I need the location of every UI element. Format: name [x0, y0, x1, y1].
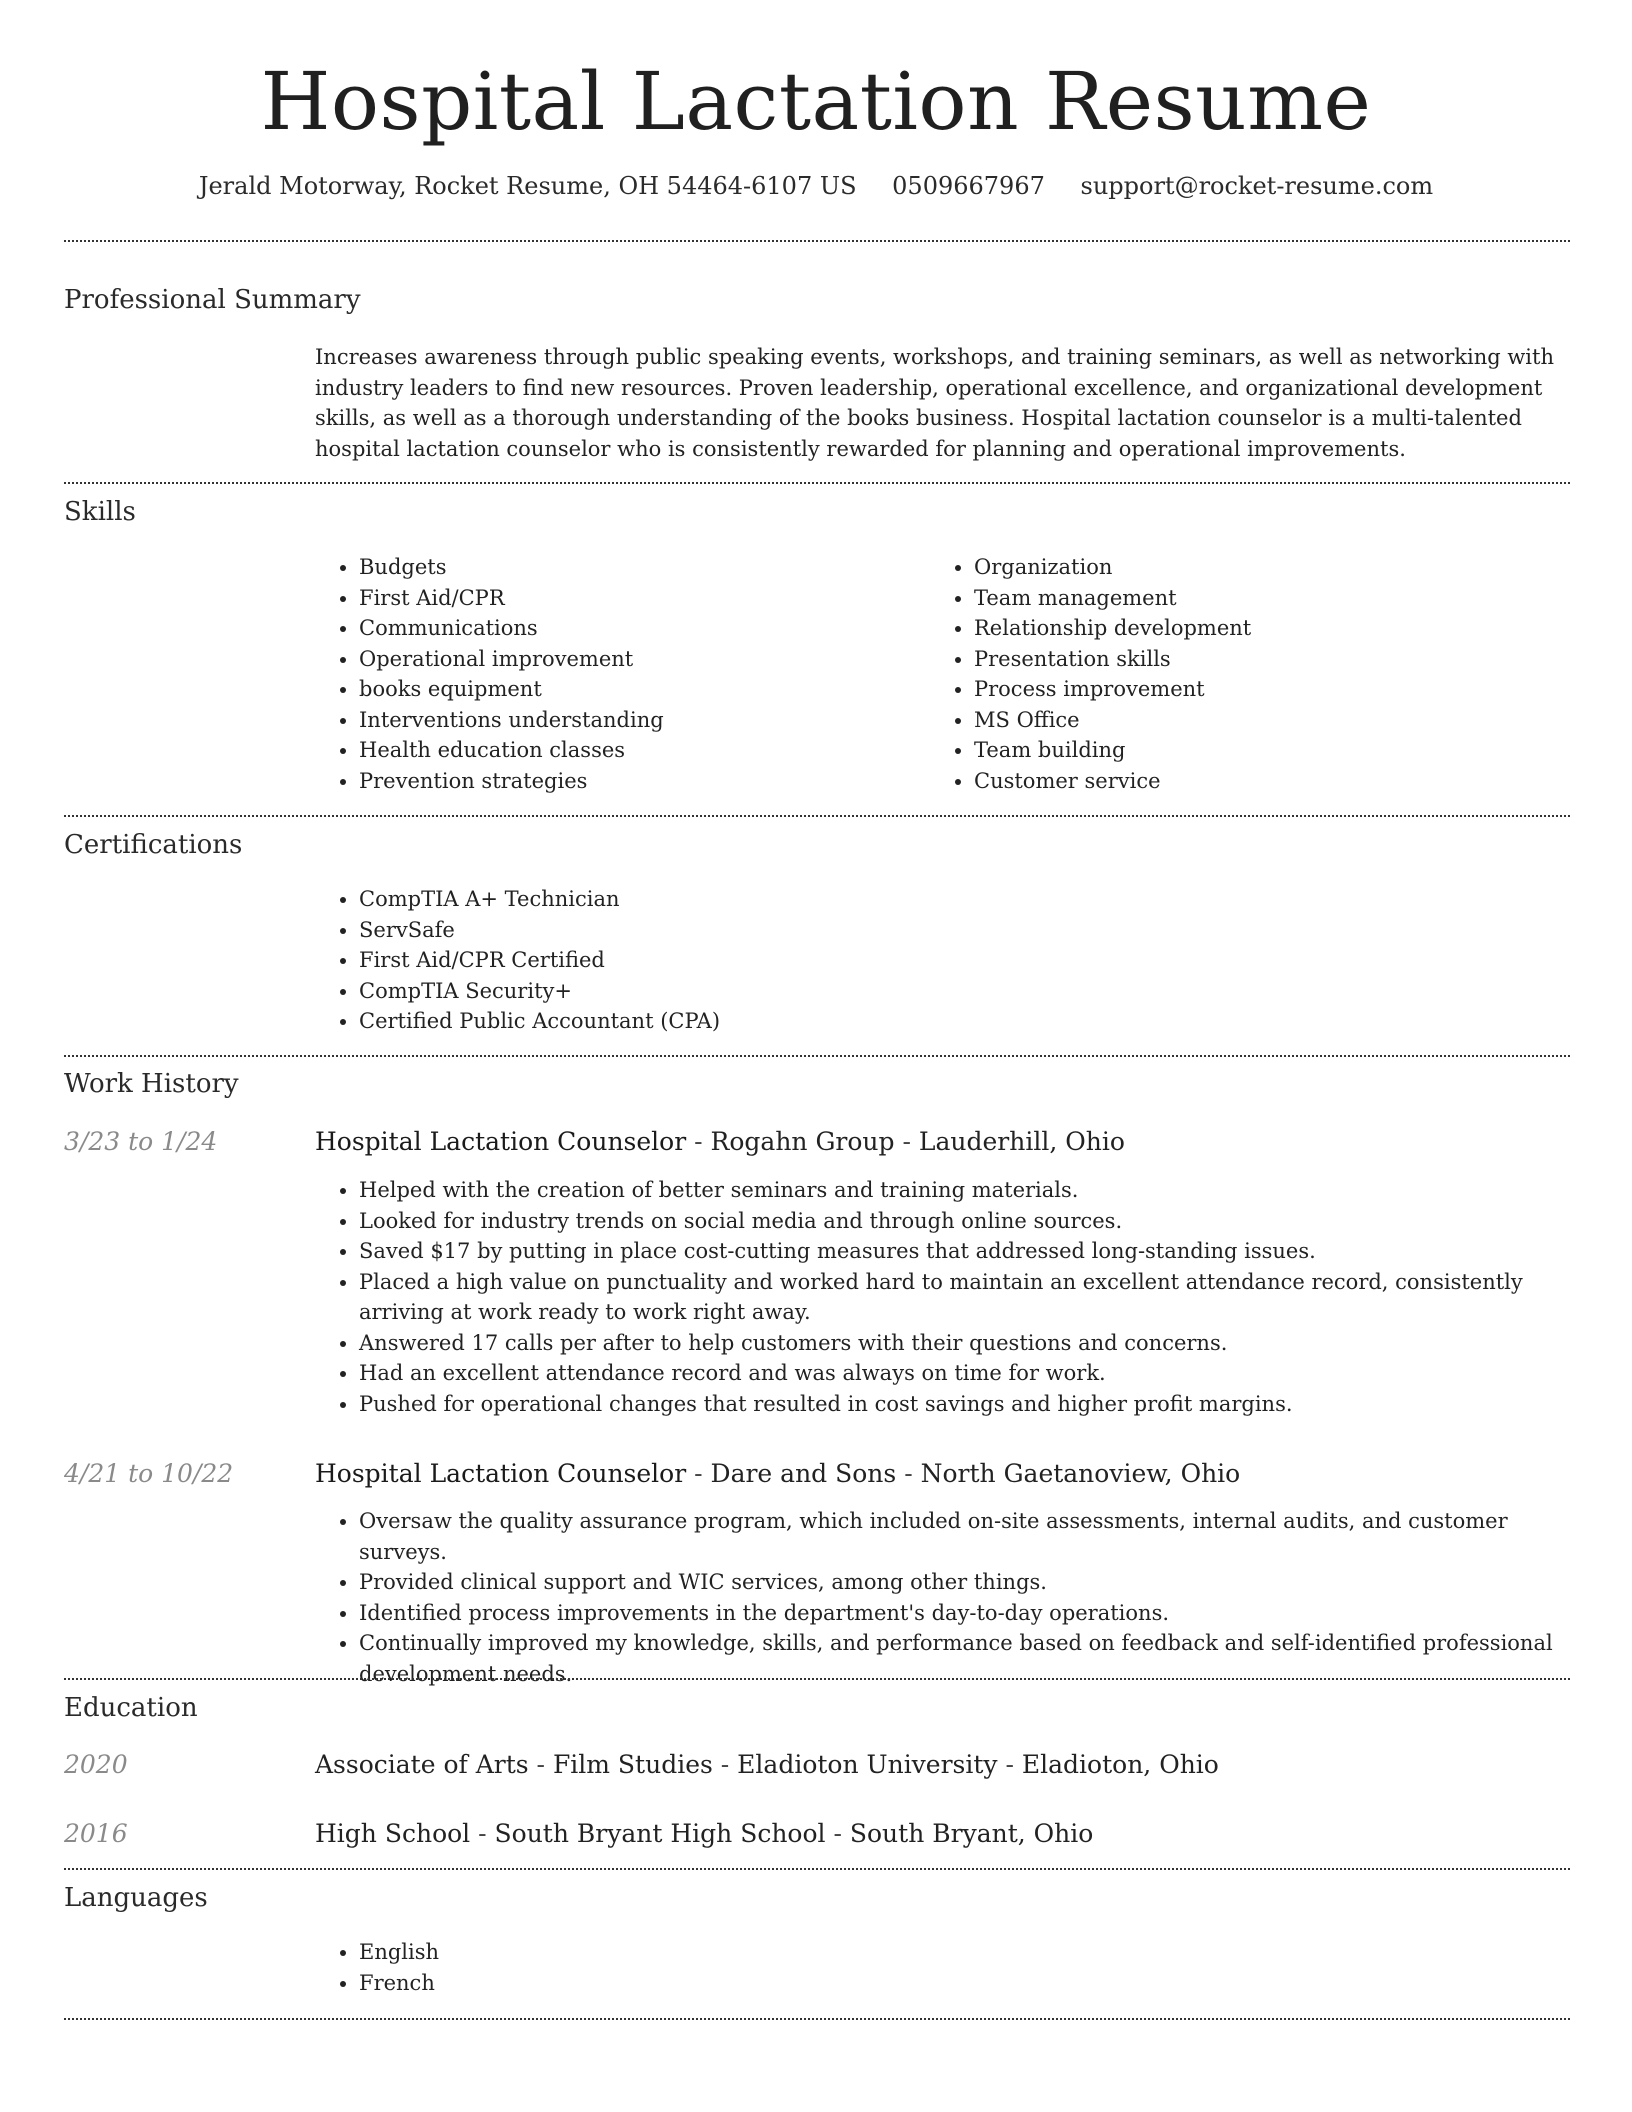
job-bullet: • Saved $17 by putting in place cost-cutting measures that addressed long-standing issues. — [359, 1236, 1565, 1267]
divider — [64, 240, 1570, 242]
certification-item: • CompTIA Security+ — [359, 976, 1565, 1007]
job-company: Dare and Sons — [710, 1459, 897, 1488]
education-year: 2020 — [64, 1750, 128, 1779]
job-location: Lauderhill, Ohio — [918, 1127, 1125, 1156]
section-title-summary: Professional Summary — [64, 285, 361, 315]
separator: - — [896, 1459, 921, 1488]
skill-item: • books equipment — [359, 674, 915, 705]
job-heading — [315, 1124, 1125, 1160]
skill-item: • Prevention strategies — [359, 766, 915, 797]
separator: - — [712, 1750, 738, 1779]
certifications-list — [315, 884, 1565, 1037]
skill-item: • Organization — [974, 552, 1530, 583]
skill-item: • Budgets — [359, 552, 915, 583]
divider — [64, 1055, 1570, 1057]
education-field: Film Studies — [552, 1750, 713, 1779]
certification-item: • ServSafe — [359, 915, 1565, 946]
contact-address: Jerald Motorway, Rocket Resume, OH 54464-6107 US — [198, 172, 857, 200]
skills-list-left — [315, 552, 915, 796]
skill-item: • Health education classes — [359, 735, 915, 766]
section-title-skills: Skills — [64, 497, 136, 527]
job-bullet: • Identified process improvements in the department's day-to-day operations. — [359, 1598, 1565, 1629]
language-item: • French — [359, 1968, 1565, 1999]
skill-item: • MS Office — [974, 705, 1530, 736]
job-bullets — [315, 1506, 1565, 1689]
certification-item: • First Aid/CPR Certified — [359, 945, 1565, 976]
skill-item: • Team building — [974, 735, 1530, 766]
job-bullet: • Looked for industry trends on social media and through online sources. — [359, 1206, 1565, 1237]
divider — [64, 815, 1570, 817]
contact-line — [0, 168, 1632, 204]
separator: - — [528, 1750, 553, 1779]
education-location: Eladioton, Ohio — [1021, 1750, 1219, 1779]
job-heading — [315, 1456, 1240, 1492]
education-heading — [315, 1747, 1219, 1783]
skill-item: • Operational improvement — [359, 644, 915, 675]
separator: - — [686, 1127, 711, 1156]
skill-item: • Presentation skills — [974, 644, 1530, 675]
education-school: South Bryant High School — [494, 1819, 826, 1848]
job-dates: 3/23 to 1/24 — [64, 1127, 218, 1156]
skill-item: • First Aid/CPR — [359, 583, 915, 614]
job-bullets — [315, 1175, 1565, 1419]
education-heading — [315, 1816, 1093, 1852]
section-title-languages: Languages — [64, 1883, 208, 1913]
job-company: Rogahn Group — [710, 1127, 895, 1156]
contact-phone: 0509667967 — [892, 172, 1045, 200]
job-bullet: • Continually improved my knowledge, skills, and performance based on feedback and self-identified professional development needs. — [359, 1628, 1565, 1689]
skill-item: • Team management — [974, 583, 1530, 614]
job-bullet: • Had an excellent attendance record and was always on time for work. — [359, 1358, 1565, 1389]
education-school: Eladioton University — [737, 1750, 998, 1779]
job-bullet: • Provided clinical support and WIC services, among other things. — [359, 1567, 1565, 1598]
divider — [64, 1868, 1570, 1870]
job-role: Hospital Lactation Counselor — [315, 1127, 687, 1156]
certification-item: • CompTIA A+ Technician — [359, 884, 1565, 915]
job-bullet: • Placed a high value on punctuality and worked hard to maintain an excellent attendance record, consistently arriving at work ready to work right away. — [359, 1267, 1565, 1328]
education-year: 2016 — [64, 1819, 128, 1848]
separator: - — [470, 1819, 495, 1848]
skill-item: • Customer service — [974, 766, 1530, 797]
section-title-work-history: Work History — [64, 1069, 239, 1099]
skill-item: • Communications — [359, 613, 915, 644]
section-title-education: Education — [64, 1693, 198, 1723]
separator: - — [686, 1459, 711, 1488]
language-item: • English — [359, 1937, 1565, 1968]
separator: - — [894, 1127, 919, 1156]
job-role: Hospital Lactation Counselor — [315, 1459, 687, 1488]
divider — [64, 2018, 1570, 2020]
job-bullet: • Helped with the creation of better seminars and training materials. — [359, 1175, 1565, 1206]
section-title-certifications: Certifications — [64, 830, 243, 860]
divider — [64, 482, 1570, 484]
divider — [64, 1678, 1570, 1680]
summary-text: Increases awareness through public speaking events, workshops, and training seminars, as well as networking with industry leaders to find new resources. Proven leadership, operational excellence, and organizational development skills, as well as a thorough understanding of the books business. Hospital lactation counselor is a multi-talented hospital lactation counselor who is consistently rewarded for planning and operational improvements. — [315, 345, 1554, 461]
skills-list-right — [930, 552, 1530, 796]
job-location: North Gaetanoview, Ohio — [920, 1459, 1241, 1488]
skill-item: • Process improvement — [974, 674, 1530, 705]
job-dates: 4/21 to 10/22 — [64, 1459, 234, 1488]
job-bullet: • Oversaw the quality assurance program, which included on-site assessments, internal audits, and customer surveys. — [359, 1506, 1565, 1567]
languages-list — [315, 1937, 1565, 1998]
separator: - — [825, 1819, 850, 1848]
skill-item: • Relationship development — [974, 613, 1530, 644]
job-bullet: • Pushed for operational changes that resulted in cost savings and higher profit margins. — [359, 1389, 1565, 1420]
contact-email: support@rocket-resume.com — [1080, 172, 1434, 200]
certification-item: • Certified Public Accountant (CPA) — [359, 1006, 1565, 1037]
education-degree: Associate of Arts — [315, 1750, 529, 1779]
skill-item: • Interventions understanding — [359, 705, 915, 736]
education-degree: High School — [315, 1819, 471, 1848]
separator: - — [997, 1750, 1022, 1779]
job-bullet: • Answered 17 calls per after to help customers with their questions and concerns. — [359, 1328, 1565, 1359]
resume-title: Hospital Lactation Resume — [260, 55, 1372, 148]
education-location: South Bryant, Ohio — [849, 1819, 1094, 1848]
